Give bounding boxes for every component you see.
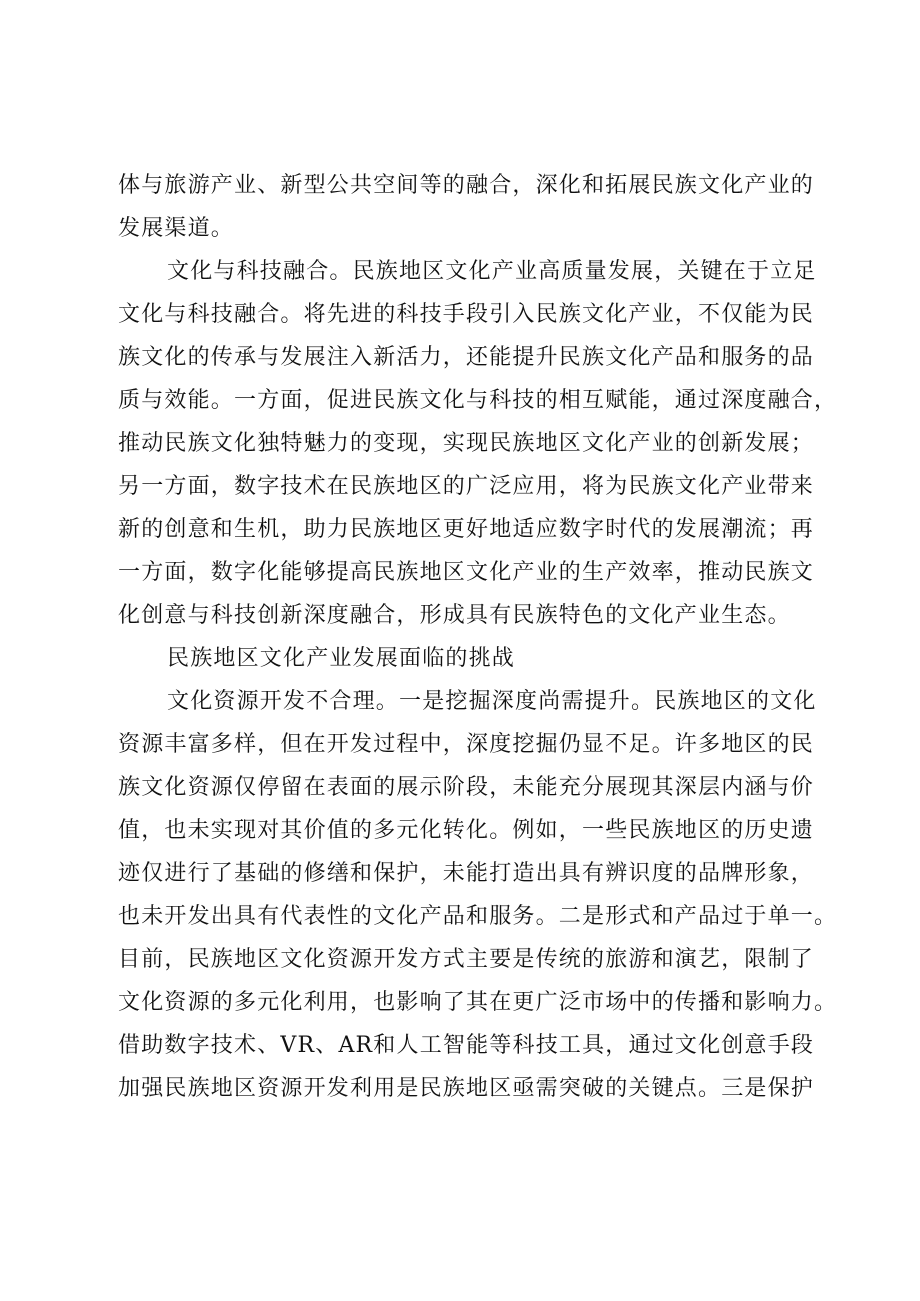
section-heading: 民族地区文化产业发展面临的挑战 xyxy=(167,646,516,671)
text-line: 也未开发出具有代表性的文化产品和服务。二是形式和产品过于单一。 xyxy=(118,904,838,929)
text-line: 另一方面，数字技术在民族地区的广泛应用，将为民族文化产业带来 xyxy=(118,474,815,499)
paragraph-start-line: 文化资源开发不合理。一是挖掘深度尚需提升。民族地区的文化 xyxy=(167,689,817,714)
text-line: 体与旅游产业、新型公共空间等的融合，深化和拓展民族文化产业的 xyxy=(118,173,815,198)
text-line: 目前，民族地区文化资源开发方式主要是传统的旅游和演艺，限制了 xyxy=(118,947,815,972)
text-line: 值，也未实现对其价值的多元化转化。例如，一些民族地区的历史遗 xyxy=(118,818,815,843)
text-line: 加强民族地区资源开发利用是民族地区亟需突破的关键点。三是保护 xyxy=(118,1076,815,1101)
text-line: 资源丰富多样，但在开发过程中，深度挖掘仍显不足。许多地区的民 xyxy=(118,732,815,757)
text-line: 文化与科技融合。将先进的科技手段引入民族文化产业，不仅能为民 xyxy=(118,302,815,327)
text-line: 一方面，数字化能够提高民族地区文化产业的生产效率，推动民族文 xyxy=(118,560,815,585)
text-line: 迹仅进行了基础的修缮和保护，未能打造出具有辨识度的品牌形象， xyxy=(118,861,815,886)
text-line: 质与效能。一方面，促进民族文化与科技的相互赋能，通过深度融合， xyxy=(118,388,838,413)
text-line: 化创意与科技创新深度融合，形成具有民族特色的文化产业生态。 xyxy=(118,603,791,628)
text-line: 推动民族文化独特魅力的变现，实现民族地区文化产业的创新发展； xyxy=(118,431,815,456)
paragraph-start-line: 文化与科技融合。民族地区文化产业高质量发展，关键在于立足 xyxy=(167,259,817,284)
text-line: 族文化的传承与发展注入新活力，还能提升民族文化产品和服务的品 xyxy=(118,345,815,370)
text-line: 族文化资源仅停留在表面的展示阶段，未能充分展现其深层内涵与价 xyxy=(118,775,815,800)
text-line: 新的创意和生机，助力民族地区更好地适应数字时代的发展潮流；再 xyxy=(118,517,815,542)
text-line: 文化资源的多元化利用，也影响了其在更广泛市场中的传播和影响力。 xyxy=(118,990,838,1015)
text-line: 发展渠道。 xyxy=(118,216,235,241)
text-line: 借助数字技术、VR、AR和人工智能等科技工具，通过文化创意手段 xyxy=(118,1033,815,1058)
